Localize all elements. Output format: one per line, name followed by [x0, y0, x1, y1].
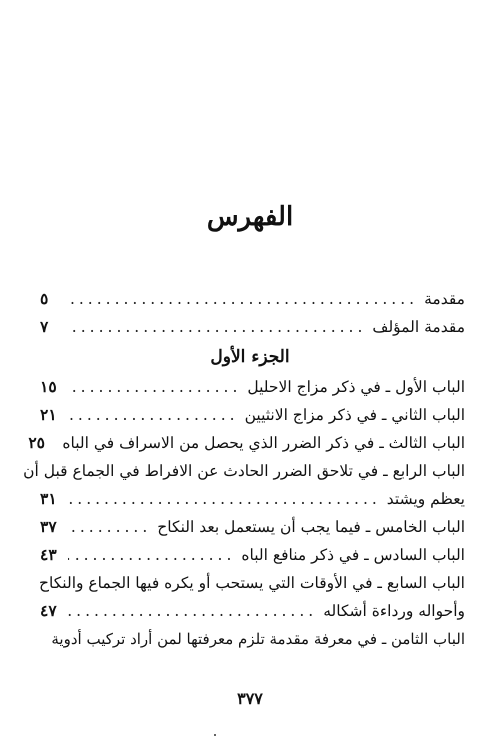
toc-entry-continuation [40, 487, 465, 511]
toc-entry-page: ١٥ [40, 377, 57, 396]
toc-entry [40, 543, 465, 567]
toc-entry [23, 459, 465, 483]
dot-leader [68, 287, 418, 311]
toc-entry-page: ٣٧ [40, 517, 57, 536]
toc-entry-label: الباب الخامس ـ فيما يجب أن يستعمل بعد النكاح [157, 518, 465, 536]
toc-entry-label: الباب الثالث ـ في ذكر الضرر الذي يحصل من الاسراف في الباه [62, 434, 465, 452]
dot-leader [68, 315, 366, 339]
index-title: الفهرس [206, 202, 294, 232]
toc-entry-continuation [40, 599, 465, 623]
toc-entry-label: مقدمة المؤلف [372, 318, 465, 336]
dot-leader [68, 403, 239, 427]
toc-entry [40, 315, 465, 339]
toc-entry-label: الباب الرابع ـ في تلاحق الضرر الحادث عن الافراط في الجماع قبل أن [23, 462, 465, 480]
toc-entry-label: يعظم ويشتد [386, 490, 465, 508]
toc-entry-label: الباب الأول ـ في ذكر مزاج الاحليل [247, 378, 465, 396]
print-speck [214, 734, 216, 736]
dot-leader [68, 515, 151, 539]
toc-entry-label: مقدمة [424, 290, 465, 308]
toc-entry [40, 627, 465, 651]
toc-entry [40, 571, 465, 595]
dot-leader [68, 487, 381, 511]
dot-leader [68, 599, 317, 623]
toc-entry [28, 431, 465, 455]
toc-entry-label: وأحواله ورداءة أشكاله [323, 602, 465, 620]
toc-entry-label: الباب السابع ـ في الأوقات التي يستحب أو يكره فيها الجماع والنكاح [39, 574, 465, 592]
toc-entry-label: الباب السادس ـ في ذكر منافع الباه [241, 546, 465, 564]
toc-entry-label: الباب الثامن ـ في معرفة مقدمة تلزم معرفتها لمن أراد تركيب أدوية [51, 630, 465, 648]
part-heading: الجزء الأول [210, 347, 290, 367]
page-number: ٣٧٧ [237, 689, 263, 708]
toc-entry [40, 403, 465, 427]
dot-leader [68, 543, 235, 567]
toc-entry-page: ٧ [40, 317, 49, 336]
toc-entry-page: ٢٥ [28, 433, 46, 452]
toc-entry [40, 515, 465, 539]
toc-entry-page: ٢١ [40, 405, 57, 424]
toc-entry [40, 375, 465, 399]
toc-entry [40, 287, 465, 311]
toc-entry-label: الباب الثاني ـ في ذكر مزاج الانثيين [244, 406, 465, 424]
dot-leader [68, 375, 241, 399]
toc-entry-page: ٤٣ [40, 545, 57, 564]
toc-entry-page: ٤٧ [40, 601, 57, 620]
toc-entry-page: ٣١ [40, 489, 57, 508]
toc-entry-page: ٥ [40, 289, 49, 308]
